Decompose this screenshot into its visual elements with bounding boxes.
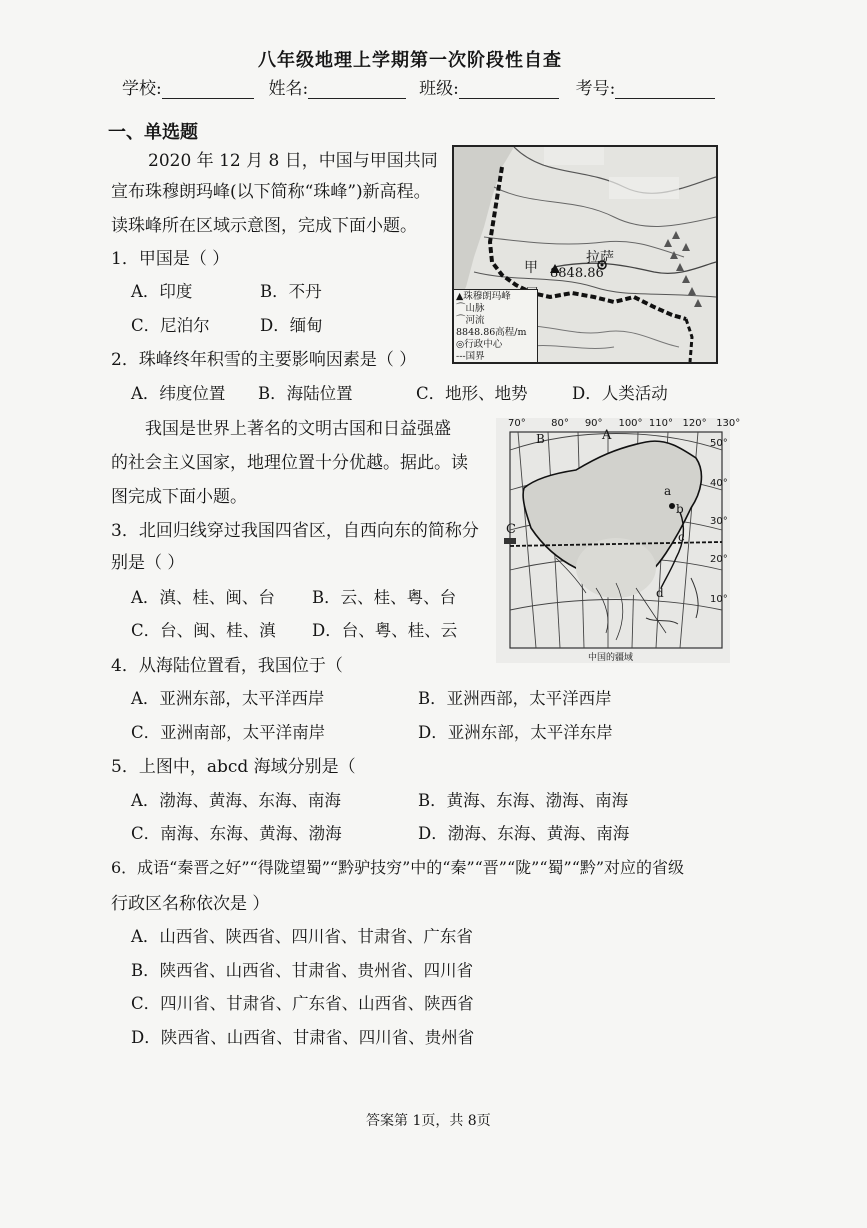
q3-option-c[interactable]: C．台、闽、桂、滇 — [131, 621, 276, 640]
lon-70: 70° — [508, 418, 526, 429]
lon-110: 110° — [648, 418, 673, 429]
page-title: 八年级地理上学期第一次阶段性自查 — [258, 50, 562, 71]
q5-option-c[interactable]: C．南海、东海、黄海、渤海 — [131, 824, 342, 843]
map-letter-d: d — [656, 586, 664, 600]
lat-10: 10° — [710, 594, 728, 605]
q3-stem-line2: 别是（ ） — [111, 553, 185, 573]
lon-80: 80° — [551, 418, 569, 429]
section-title: 一、单选题 — [108, 122, 198, 143]
lon-130: 130° — [716, 418, 741, 429]
intro2-line1: 我国是世界上著名的文明古国和日益强盛 — [145, 419, 451, 439]
map-letter-A: A — [602, 428, 612, 443]
lat-30: 30° — [710, 516, 728, 527]
school-blank[interactable] — [162, 80, 254, 99]
q2-option-c[interactable]: C．地形、地势 — [416, 384, 528, 403]
q2-stem: 2．珠峰终年积雪的主要影响因素是（ ） — [111, 350, 417, 370]
q6-stem-line2: 行政区名称依次是 ） — [111, 894, 270, 914]
id-blank[interactable] — [615, 80, 715, 99]
q4-option-a[interactable]: A．亚洲东部，太平洋西岸 — [131, 689, 325, 708]
q6-option-a[interactable]: A．山西省、陕西省、四川省、甘肃省、广东省 — [131, 927, 473, 946]
q5-option-d[interactable]: D．渤海、东海、黄海、南海 — [418, 824, 630, 843]
intro1-line1: 2020 年 12 月 8 日，中国与甲国共同 — [148, 151, 438, 171]
lon-120: 120° — [682, 418, 707, 429]
q3-option-b[interactable]: B．云、桂、粤、台 — [312, 588, 457, 607]
legend-item-mountain: ⌒山脉 — [456, 303, 485, 314]
id-label: 考号: — [575, 79, 616, 99]
country-jia-label: 甲 — [524, 260, 538, 276]
lon-90: 90° — [584, 418, 603, 429]
q5-option-a[interactable]: A．渤海、黄海、东海、南海 — [131, 791, 341, 810]
map-letter-b: b — [676, 502, 684, 516]
everest-region-map — [452, 145, 718, 364]
q4-option-d[interactable]: D．亚洲东部，太平洋东岸 — [418, 723, 613, 742]
china-map-drawing — [496, 418, 730, 663]
q6-option-d[interactable]: D．陕西省、山西省、甘肃省、四川省、贵州省 — [131, 1028, 475, 1047]
class-blank[interactable] — [459, 80, 559, 99]
q3-option-a[interactable]: A．滇、桂、闽、台 — [131, 588, 275, 607]
school-label: 学校: — [122, 79, 162, 99]
intro2-line2: 的社会主义国家，地理位置十分优越。据此。读 — [111, 453, 468, 473]
q4-option-b[interactable]: B．亚洲西部，太平洋西岸 — [418, 689, 612, 708]
map-letter-a: a — [664, 484, 672, 498]
q1-stem: 1．甲国是（ ） — [111, 249, 230, 269]
intro1-line2: 宣布珠穆朗玛峰(以下简称“珠峰”)新高程。 — [111, 182, 431, 202]
q6-option-c[interactable]: C．四川省、甘肃省、广东省、山西省、陕西省 — [131, 994, 474, 1013]
q6-option-b[interactable]: B．陕西省、山西省、甘肃省、贵州省、四川省 — [131, 961, 474, 980]
legend-item-peak: ▲珠穆朗玛峰 — [456, 291, 511, 302]
map1-legend — [452, 289, 538, 363]
lhasa-label: 拉萨 — [586, 250, 614, 266]
page-footer: 答案第 1页，共 8页 — [366, 1113, 491, 1129]
intro1-line3: 读珠峰所在区域示意图，完成下面小题。 — [111, 216, 417, 236]
q2-option-b[interactable]: B．海陆位置 — [258, 384, 353, 403]
lat-20: 20° — [710, 554, 728, 565]
name-label: 姓名: — [268, 79, 309, 99]
q6-stem-line1: 6．成语“秦晋之好”“得陇望蜀”“黔驴技穷”中的“秦”“晋”“陇”“蜀”“黔”对应的省级 — [111, 858, 685, 877]
lon-labels — [508, 418, 740, 429]
lat-50: 50° — [710, 438, 728, 449]
legend-item-river: ⌒河流 — [456, 315, 485, 326]
map-letter-c: c — [678, 530, 685, 544]
header-fields — [122, 74, 715, 99]
china-territory-map — [496, 418, 741, 663]
class-label: 班级: — [419, 79, 459, 99]
q3-option-d[interactable]: D．台、粤、桂、云 — [312, 621, 458, 640]
q2-option-d[interactable]: D．人类活动 — [572, 384, 668, 403]
lat-40: 40° — [710, 478, 728, 489]
peak-height-label: 8848.86 — [550, 266, 604, 281]
q3-stem-line1: 3．北回归线穿过我国四省区，自西向东的简称分 — [111, 521, 479, 541]
intro2-line3: 图完成下面小题。 — [111, 487, 247, 507]
lon-100: 100° — [618, 418, 643, 429]
legend-item-border: ---国界 — [456, 351, 485, 362]
q2-option-a[interactable]: A．纬度位置 — [131, 384, 226, 403]
q5-stem: 5．上图中，abcd 海域分别是（ — [111, 757, 356, 777]
map2-caption: 中国的疆域 — [588, 653, 634, 663]
map-letter-C: C — [506, 522, 516, 537]
q1-option-a[interactable]: A．印度 — [131, 282, 193, 301]
q1-option-b[interactable]: B．不丹 — [260, 282, 322, 301]
legend-item-elevation: 8848.86高程/m — [456, 327, 527, 338]
q1-option-d[interactable]: D．缅甸 — [260, 316, 323, 335]
q4-stem: 4．从海陆位置看，我国位于（ — [111, 656, 343, 676]
q4-option-c[interactable]: C．亚洲南部，太平洋南岸 — [131, 723, 326, 742]
name-blank[interactable] — [308, 80, 406, 99]
map-letter-B: B — [536, 432, 545, 446]
q1-option-c[interactable]: C．尼泊尔 — [131, 316, 210, 335]
q5-option-b[interactable]: B．黄海、东海、渤海、南海 — [418, 791, 629, 810]
legend-item-capital: ◎行政中心 — [456, 339, 503, 350]
